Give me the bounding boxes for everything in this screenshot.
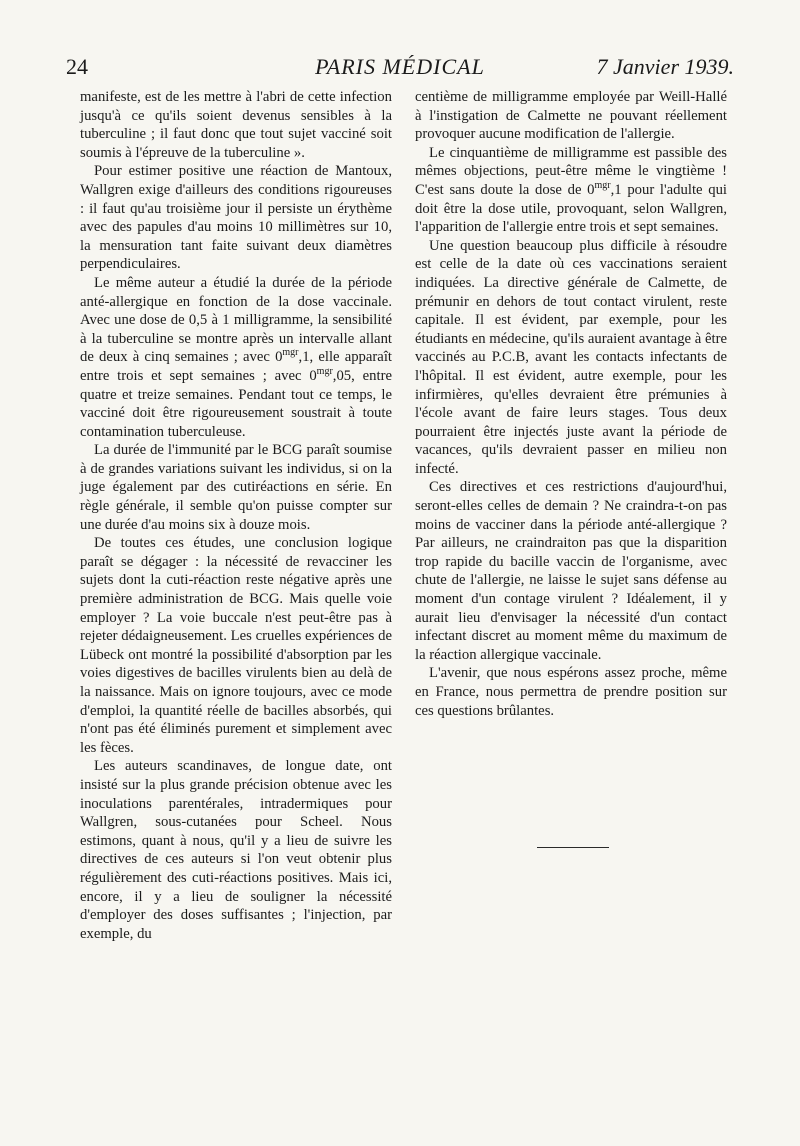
right-column [415, 88, 727, 720]
left-column [80, 88, 392, 943]
paragraph: L'avenir, que nous espérons assez proche, même en France, nous permettra de prendre position sur ces questions brûlantes. [415, 665, 727, 719]
page-number: 24 [66, 54, 88, 79]
paragraph: Pour estimer positive une réaction de Mantoux, Wallgren exige d'ailleurs des conditions rigoureuses : il faut qu'au troisième jour il persiste un érythème avec des papules d'au moins 10 millimètres sur 10, la mensuration tant faite suivant deux diamètres perpendiculaires. [80, 163, 392, 273]
paragraph: Le même auteur a étudié la durée de la période anté-allergique en fonction de la dose vaccinale. Avec une dose de 0,5 à 1 milligramme, la sensibilité à la tuberculine se montre après un intervalle allant de deux à cinq semaines ; avec $0^{mgr},1$, elle apparaît entre trois et sept semaines ; avec $0^{mgr},05$, entre quatre et treize semaines. Pendant tout ce temps, le vacciné doit être rigoureusement soustrait à toute contamination tuberculeuse. [80, 274, 392, 440]
journal-title: PARIS MÉDICAL [315, 54, 485, 79]
paragraph: manifeste, est de les mettre à l'abri de cette infection jusqu'à ce qu'ils soient devenus sensibles à la tuberculine ; il faut donc que tout sujet vacciné soit soumis à l'épreuve de la tuberculine ». [80, 89, 392, 161]
issue-date: 7 Janvier 1939. [596, 54, 734, 79]
page-header [66, 54, 734, 84]
paragraph: De toutes ces études, une conclusion logique paraît se dégager : la nécessité de revacciner les sujets dont la cuti-réaction reste négative après une première administration de BCG. Mais quelle voie employer ? La voie buccale n'est peut-être pas à rejeter dédaigneusement. Les cruelles expériences de Lübeck ont montré la possibilité d'absorption par les voies digestives de bacilles virulents bien au delà de la naissance. Mais on ignore toujours, avec ce mode d'emploi, la quantité réelle de bacilles absorbés, qui n'ont pas été éliminés purement et simplement avec les fèces. [80, 535, 392, 756]
paragraph: Ces directives et ces restrictions d'aujourd'hui, seront-elles celles de demain ? Ne craindra-t-on pas moins de vacciner dans la période anté-allergique ? Par ailleurs, ne craindraiton pas que la disparition trop rapide du bacille vaccin de l'organisme, avec chute de l'allergie, ne laisse le sujet sans défense au moment d'un contage virulent ? Idéalement, il y aurait lieu d'envisager la nécessité d'un contact infectant discret au moment même du maximum de la réaction allergique vaccinale. [415, 479, 727, 663]
paragraph: La durée de l'immunité par le BCG paraît soumise à de grandes variations suivant les individus, si on la juge également par des cutiréactions en série. En règle générale, il semble qu'on puisse compter sur une durée d'au moins six à douze mois. [80, 442, 392, 533]
paragraph: Le cinquantième de milligramme est passible des mêmes objections, peut-être même le vingtième ! C'est sans doute la dose de $0^{mgr},1$ pour l'adulte qui doit être la dose utile, provoquant, selon Wallgren, l'apparition de l'allergie entre trois et sept semaines. [415, 144, 727, 236]
paragraph: Les auteurs scandinaves, de longue date, ont insisté sur la plus grande précision obtenue avec les inoculations parentérales, intradermiques pour Wallgren, sous-cutanées pour Scheel. Nous estimons, quant à nous, qu'il y a lieu de suivre les directives de ces auteurs si l'on veut obtenir plus régulièrement des cuti-réactions positives. Mais ici, encore, il y a lieu de souligner la nécessité d'employer des doses suffisantes ; l'injection, par exemple, du [80, 758, 392, 942]
paragraph: Une question beaucoup plus difficile à résoudre est celle de la date où ces vaccinations seraient indiquées. La directive générale de Calmette, de prémunir en dehors de tout contact virulent, reste capitale. Il est évident, par exemple, pour les étudiants en médecine, qu'ils auraient avantage à être vaccinés au P.C.B, avant les contacts infectants de l'hôpital. Il est évident, autre exemple, pour les infirmières, qu'elles devraient être prémunies à l'école avant de faire leurs stages. Tous deux pourraient être injectés juste avant la période de vacances, qu'ils devraient passer en milieu non infecté. [415, 237, 727, 477]
paragraph: centième de milligramme employée par Weill-Hallé à l'instigation de Calmette ne pouvant réellement provoquer aucune modification de l'allergie. [415, 89, 727, 143]
end-rule [537, 847, 609, 848]
